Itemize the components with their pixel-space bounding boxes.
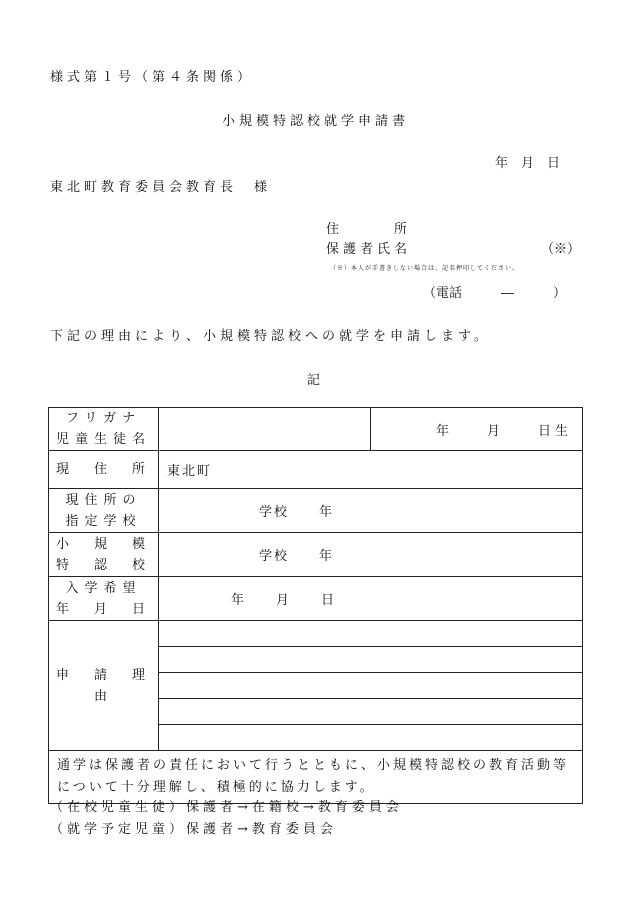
table-row <box>49 621 583 751</box>
phone-line[interactable]: （電話 ― ） <box>423 286 567 301</box>
guardian-name-label: 保護者氏名 <box>326 242 412 257</box>
student-name-label <box>49 408 159 451</box>
student-name-field[interactable] <box>159 408 371 451</box>
reason-line[interactable] <box>159 621 582 647</box>
birthdate-field[interactable]: 年 月 日生 <box>371 408 583 451</box>
reason-label: 申 請 理 由 <box>49 621 159 751</box>
table-row <box>49 489 583 533</box>
routing-new: （就学予定児童）保護者→教育委員会 <box>50 822 337 837</box>
label-line: 特 認 校 <box>55 557 151 573</box>
form-number: 様式第１号（第４条関係） <box>50 70 255 85</box>
label-line: 年 月 日 <box>55 601 151 617</box>
furigana-label: フリガナ <box>65 411 142 426</box>
reason-line[interactable] <box>159 673 582 699</box>
designated-school-field[interactable]: 学校 年 <box>159 489 583 533</box>
application-table <box>48 407 583 804</box>
special-school-label <box>49 533 159 577</box>
seal-mark: （※） <box>541 242 581 257</box>
entry-date-field[interactable]: 年 月 日 <box>159 577 583 621</box>
table-row <box>49 408 583 451</box>
current-address-label: 現 住 所 <box>49 451 159 489</box>
request-statement: 下記の理由により、小規模特認校への就学を申請します。 <box>50 329 491 344</box>
label-line: 小 規 模 <box>55 536 151 552</box>
reason-line[interactable] <box>159 647 582 673</box>
routing-enrolled: （在校児童生徒）保護者→在籍校→教育委員会 <box>50 800 403 815</box>
reason-line[interactable] <box>159 725 582 750</box>
address-label: 住 所 <box>326 222 412 237</box>
entry-date-label <box>49 577 159 621</box>
ki-heading: 記 <box>307 373 325 388</box>
table-row <box>49 577 583 621</box>
name-label: 児童生徒名 <box>55 432 151 447</box>
reason-field[interactable] <box>159 621 583 751</box>
label-line: 現住所の <box>65 492 142 508</box>
current-address-field[interactable]: 東北町 <box>159 451 583 489</box>
signature-note: （※）本人が手書きしない場合は、記名押印してください。 <box>330 265 520 272</box>
consent-notice: 通学は保護者の責任において行うとともに、小規模特認校の教育活動等について十分理解し、積極的に協力します。 <box>49 751 583 804</box>
table-row <box>49 451 583 489</box>
date-line[interactable]: 年 月 日 <box>495 156 561 171</box>
addressee: 東北町教育委員会教育長 様 <box>50 180 272 195</box>
label-line: 指定学校 <box>65 513 142 529</box>
special-school-field[interactable]: 学校 年 <box>159 533 583 577</box>
table-row <box>49 533 583 577</box>
label-line: 入学希望 <box>65 580 142 596</box>
designated-school-label <box>49 489 159 533</box>
reason-line[interactable] <box>159 699 582 725</box>
document-title: 小規模特認校就学申請書 <box>222 114 410 129</box>
